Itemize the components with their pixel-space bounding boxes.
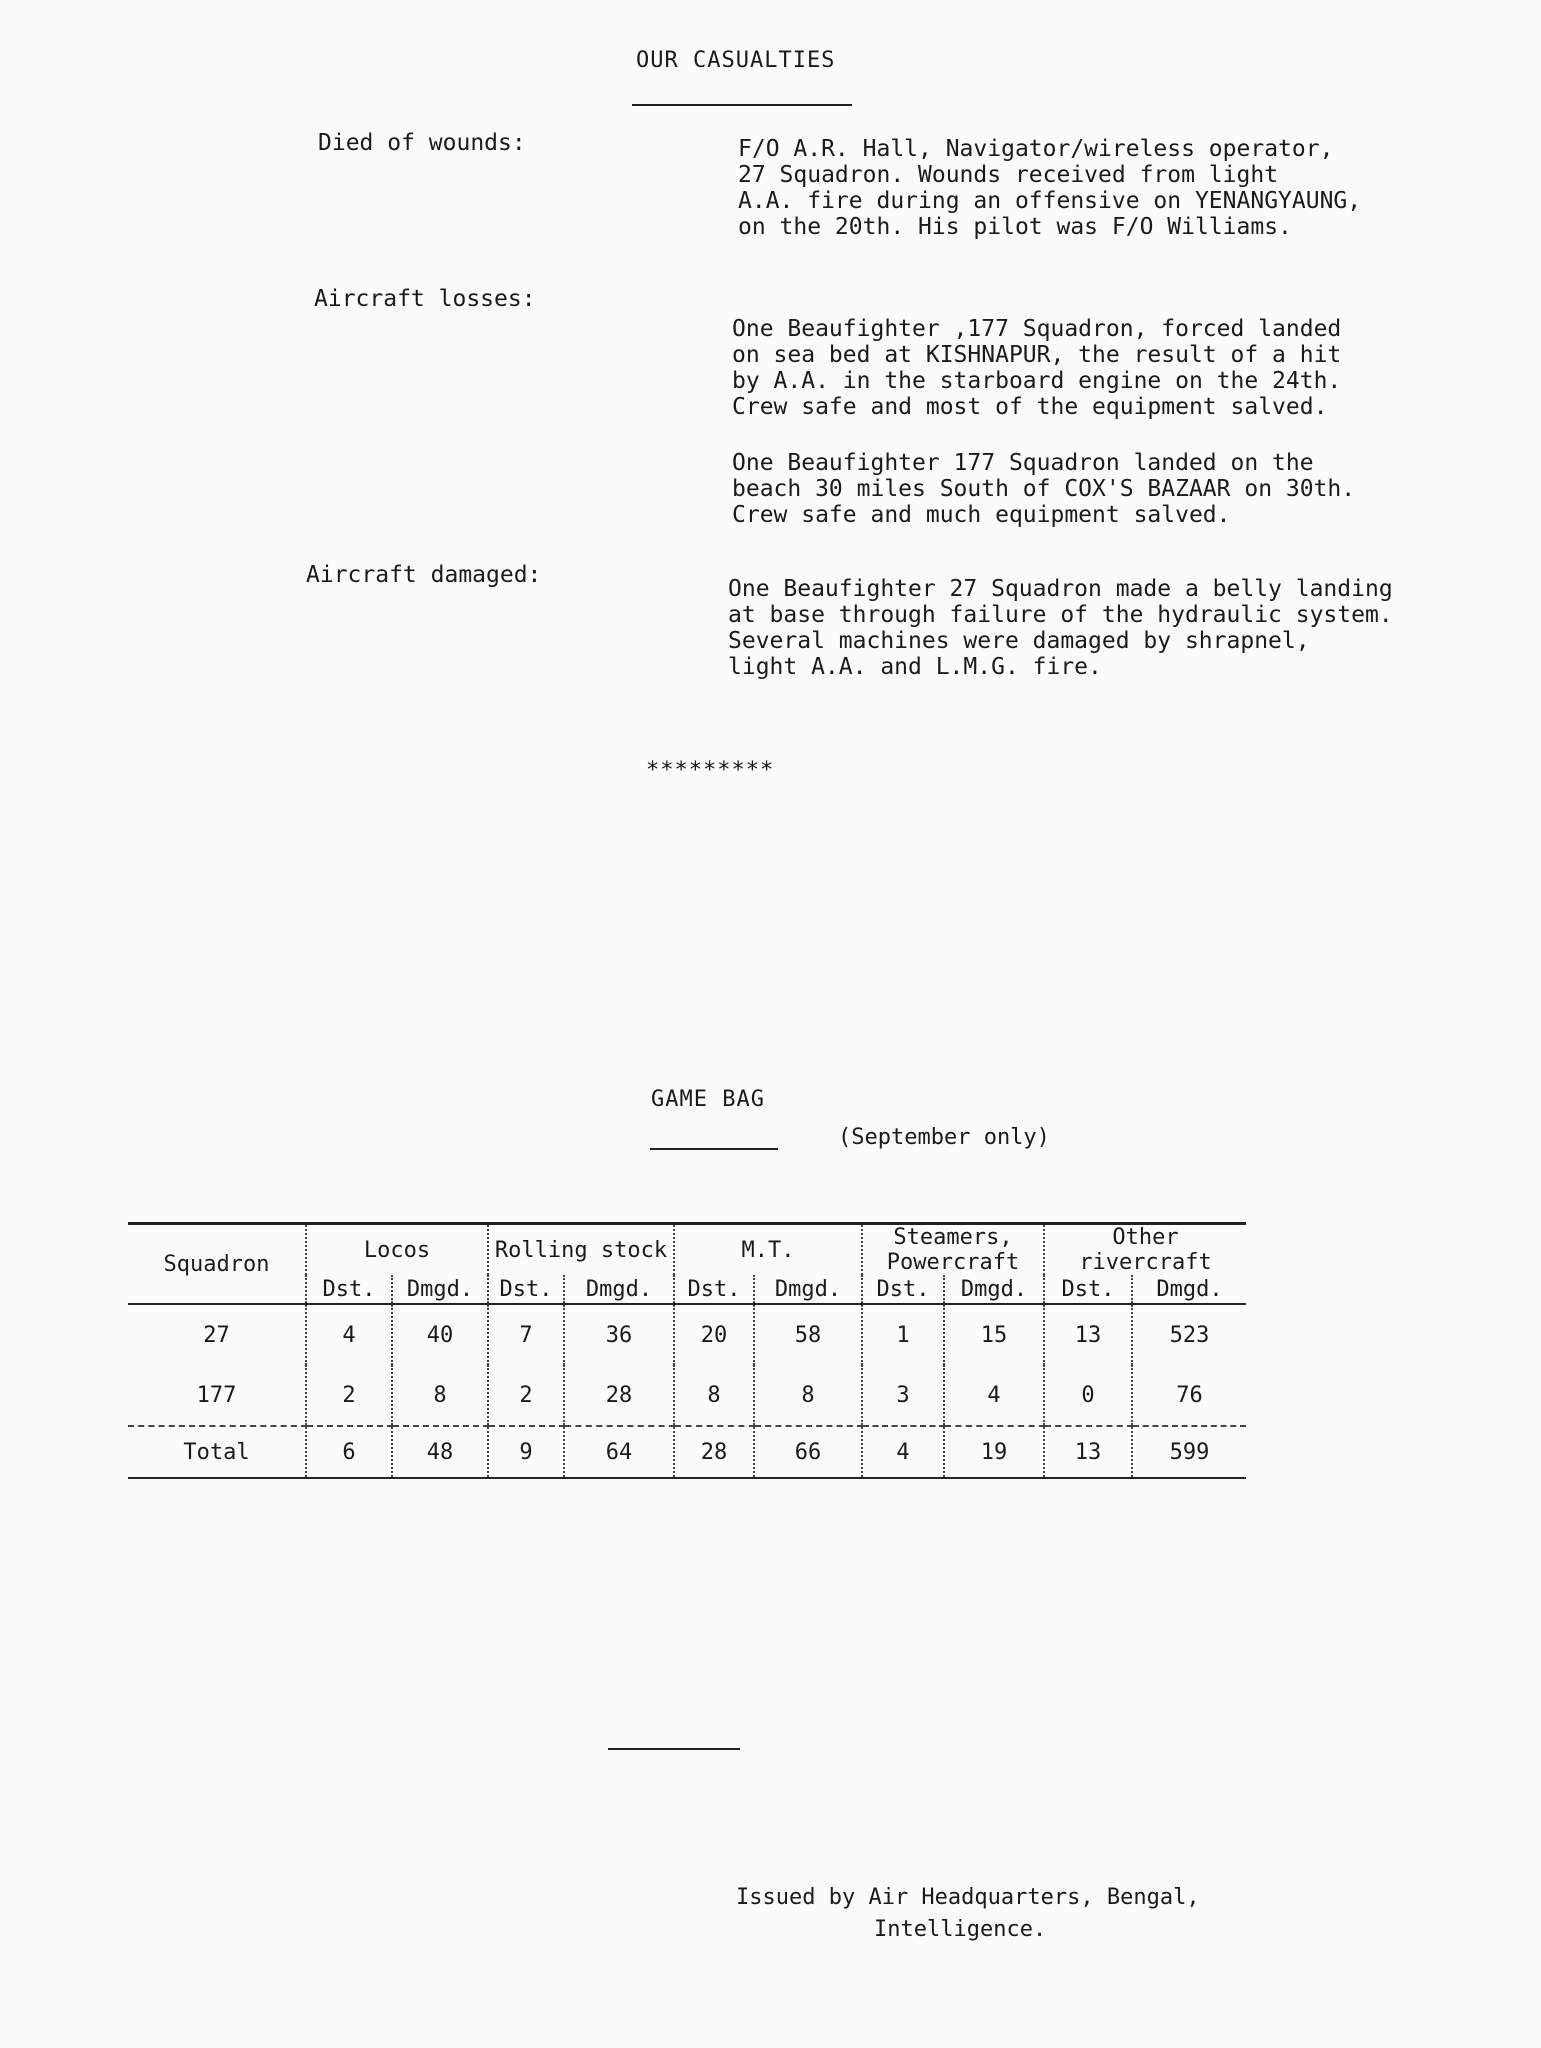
- casualties-title: OUR CASUALTIES: [636, 48, 836, 73]
- text-line: One Beaufighter 27 Squadron made a belly landing: [728, 576, 1393, 602]
- subheader-dmgd: Dmgd.: [944, 1275, 1044, 1304]
- subheader-dmgd: Dmgd.: [1132, 1275, 1246, 1304]
- table-cell: 1: [862, 1304, 944, 1365]
- header-squadron: Squadron: [128, 1224, 306, 1305]
- table-cell: 13: [1044, 1304, 1132, 1365]
- table-cell: 523: [1169, 1322, 1210, 1348]
- table-cell: 48: [392, 1426, 488, 1478]
- game-bag-subtitle: (September only): [838, 1125, 1050, 1150]
- died-of-wounds-text: [738, 136, 1361, 240]
- text-line: One Beaufighter 177 Squadron landed on the: [732, 450, 1314, 476]
- table-cell: 0: [1044, 1365, 1132, 1426]
- issued-line: Intelligence.: [874, 1917, 1047, 1942]
- table-cell: 64: [564, 1426, 674, 1478]
- subheader-dst: Dst.: [1044, 1275, 1132, 1304]
- aircraft-damaged-label: Aircraft damaged:: [306, 562, 542, 588]
- header-steamers: Steamers, Powercraft: [862, 1224, 1044, 1276]
- table-cell: 9: [488, 1426, 564, 1478]
- table-header-row: [128, 1224, 1246, 1276]
- cell-squadron: 27: [128, 1304, 306, 1365]
- game-bag-table: [128, 1222, 1246, 1479]
- died-of-wounds-label: Died of wounds:: [318, 130, 526, 156]
- subheader-dst: Dst.: [862, 1275, 944, 1304]
- closing-rule: [608, 1748, 740, 1750]
- table-cell: 8: [754, 1365, 862, 1426]
- aircraft-losses-entry-2: [732, 450, 1355, 528]
- aircraft-damaged-text: [728, 576, 1393, 680]
- table-cell: 58: [754, 1304, 862, 1365]
- text-line: 27 Squadron. Wounds received from light: [738, 162, 1279, 188]
- text-line: beach 30 miles South of COX'S BAZAAR on 30th.: [732, 476, 1356, 502]
- text-line: by A.A. in the starboard engine on the 24th.: [732, 368, 1342, 394]
- subheader-dmgd: Dmgd.: [564, 1275, 674, 1304]
- table-cell: 8: [674, 1365, 754, 1426]
- game-bag-underline: [650, 1148, 778, 1150]
- table-cell: 15: [944, 1304, 1044, 1365]
- aircraft-losses-entry-1: [732, 316, 1341, 420]
- table-row: [128, 1365, 1246, 1426]
- game-bag-title: GAME BAG: [651, 1087, 765, 1112]
- table-cell: 20: [674, 1304, 754, 1365]
- text-line: on sea bed at KISHNAPUR, the result of a hit: [732, 342, 1342, 368]
- text-line: Crew safe and most of the equipment salved.: [732, 394, 1328, 420]
- table-cell: 2: [306, 1365, 392, 1426]
- aircraft-losses-label: Aircraft losses:: [314, 286, 536, 312]
- table-cell: 66: [754, 1426, 862, 1478]
- cell-squadron: 177: [128, 1365, 306, 1426]
- table-cell: 6: [306, 1426, 392, 1478]
- subheader-dmgd: Dmgd.: [754, 1275, 862, 1304]
- subheader-dst: Dst.: [306, 1275, 392, 1304]
- table-cell: 2: [488, 1365, 564, 1426]
- issued-line: Issued by Air Headquarters, Bengal,: [736, 1885, 1200, 1910]
- table-cell: 36: [564, 1304, 674, 1365]
- header-locos: Locos: [306, 1224, 488, 1276]
- title-underline: [632, 104, 852, 106]
- table-cell: 28: [674, 1426, 754, 1478]
- text-line: on the 20th. His pilot was F/O Williams.: [738, 214, 1292, 240]
- header-rolling-stock: Rolling stock: [488, 1224, 674, 1276]
- table-cell: 7: [488, 1304, 564, 1365]
- table-cell: 8: [392, 1365, 488, 1426]
- subheader-dst: Dst.: [488, 1275, 564, 1304]
- subheader-dst: Dst.: [674, 1275, 754, 1304]
- table-cell: 4: [944, 1365, 1044, 1426]
- table-total-row: [128, 1426, 1246, 1478]
- table-cell: 76: [1176, 1382, 1203, 1408]
- text-line: Crew safe and much equipment salved.: [732, 502, 1231, 528]
- table-cell: 4: [862, 1426, 944, 1478]
- table-cell: 4: [306, 1304, 392, 1365]
- table-cell: 599: [1132, 1426, 1246, 1478]
- subheader-dmgd: Dmgd.: [392, 1275, 488, 1304]
- table-cell: 19: [944, 1426, 1044, 1478]
- text-line: F/O A.R. Hall, Navigator/wireless operator,: [738, 136, 1334, 162]
- header-mt: M.T.: [674, 1224, 862, 1276]
- issued-by: [736, 1882, 1200, 1946]
- table-row: [128, 1304, 1246, 1365]
- text-line: One Beaufighter ,177 Squadron, forced landed: [732, 316, 1342, 342]
- table-cell: 40: [392, 1304, 488, 1365]
- text-line: at base through failure of the hydraulic system.: [728, 602, 1393, 628]
- text-line: A.A. fire during an offensive on YENANGYAUNG,: [738, 188, 1362, 214]
- text-line: light A.A. and L.M.G. fire.: [728, 654, 1102, 680]
- table-cell: 28: [564, 1365, 674, 1426]
- cell-total-label: Total: [128, 1426, 306, 1478]
- section-separator: *********: [646, 758, 775, 783]
- table-cell: 3: [862, 1365, 944, 1426]
- header-other-rivercraft: Other rivercraft: [1079, 1225, 1212, 1275]
- table-cell: 13: [1044, 1426, 1132, 1478]
- text-line: Several machines were damaged by shrapnel,: [728, 628, 1310, 654]
